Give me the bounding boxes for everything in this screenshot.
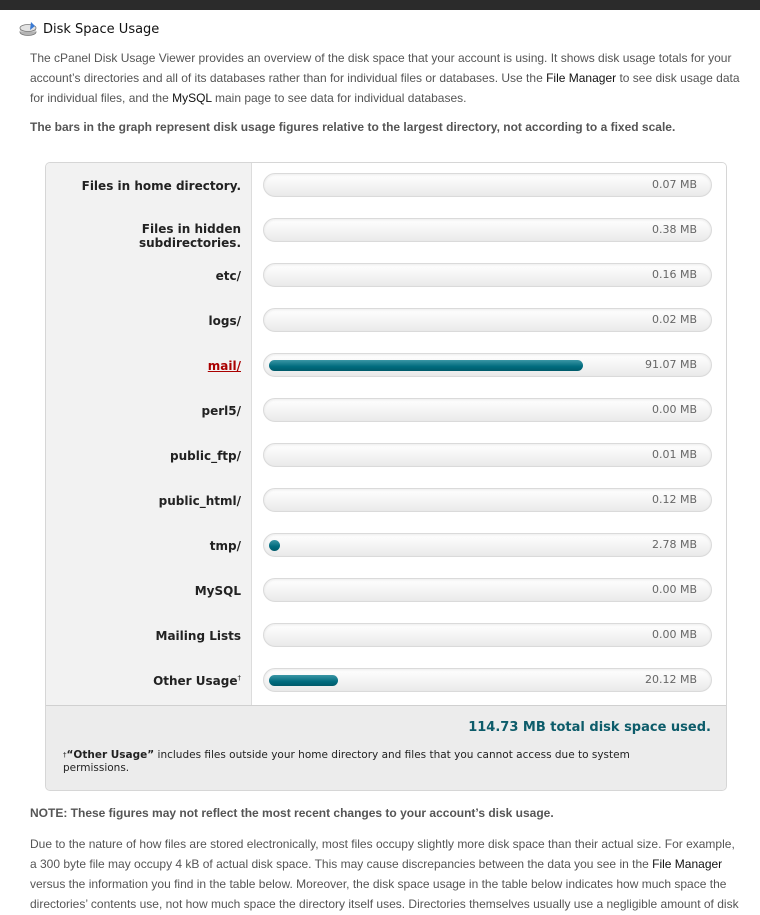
disk-usage-panel bbox=[45, 162, 727, 791]
usage-row-label bbox=[61, 179, 241, 193]
mysql-link[interactable]: MySQL bbox=[172, 91, 212, 105]
usage-value: 0.01 MB bbox=[651, 448, 697, 461]
usage-bar bbox=[263, 623, 712, 647]
usage-value: 0.00 MB bbox=[651, 628, 697, 641]
footnote-text: includes files outside your home directory and files that you cannot access due to system permissions. bbox=[63, 749, 630, 774]
usage-row-label[interactable] bbox=[61, 359, 241, 373]
usage-bar bbox=[263, 173, 712, 197]
page-header bbox=[18, 20, 159, 38]
usage-bar-fill bbox=[269, 675, 338, 686]
usage-row bbox=[46, 298, 726, 343]
usage-bar bbox=[263, 668, 712, 692]
usage-row bbox=[46, 433, 726, 478]
usage-value: 0.00 MB bbox=[651, 583, 697, 596]
usage-value: 0.02 MB bbox=[651, 313, 697, 326]
file-manager-link[interactable]: File Manager bbox=[652, 857, 723, 871]
intro-text: The cPanel Disk Usage Viewer provides an overview of the disk space that your account is using. It shows disk usage totals for your account’s directories and all of its databases rather than for individual files or databases. Use the bbox=[30, 51, 732, 85]
dagger-mark: † bbox=[237, 674, 241, 682]
file-manager-link[interactable]: File Manager bbox=[546, 71, 617, 85]
usage-row-label-text[interactable]: mail/ bbox=[207, 359, 241, 373]
usage-bar bbox=[263, 218, 712, 242]
intro-text: to see disk usage data for individual files, and the bbox=[30, 71, 740, 105]
usage-row-label-text: Files in hidden subdirectories. bbox=[139, 222, 241, 250]
usage-row-label bbox=[61, 314, 241, 328]
usage-value: 0.07 MB bbox=[651, 178, 697, 191]
intro-paragraph bbox=[30, 48, 742, 108]
explanation-text: Due to the nature of how files are stored electronically, most files occupy slightly more disk space than their actual size. For example, a 300 byte file may occupy 4 kB of actual disk space. This may cause discrepancies between the data you see in the bbox=[30, 837, 735, 871]
usage-value: 20.12 MB bbox=[644, 673, 697, 686]
usage-row-label-text: perl5/ bbox=[201, 404, 241, 418]
explanation-paragraph bbox=[30, 834, 742, 915]
usage-row-label bbox=[61, 494, 241, 508]
usage-row-label-text: tmp/ bbox=[209, 539, 241, 553]
usage-bar-fill bbox=[269, 540, 280, 551]
disk-usage-note: NOTE: These figures may not reflect the most recent changes to your account’s disk usage. bbox=[30, 806, 554, 820]
usage-value: 91.07 MB bbox=[644, 358, 697, 371]
disk-usage-icon bbox=[18, 21, 38, 37]
page-title: Disk Space Usage bbox=[43, 21, 160, 37]
bars-note: The bars in the graph represent disk usage figures relative to the largest directory, not according to a fixed scale. bbox=[30, 120, 676, 134]
usage-row bbox=[46, 343, 726, 388]
total-usage: 114.73 MB total disk space used. bbox=[468, 720, 711, 735]
usage-value: 0.12 MB bbox=[651, 493, 697, 506]
usage-row bbox=[46, 523, 726, 568]
usage-row-label bbox=[61, 629, 241, 643]
usage-row-label-text: Other Usage bbox=[153, 674, 238, 688]
footnote-term: “Other Usage” bbox=[66, 749, 155, 761]
usage-row-label bbox=[61, 584, 241, 598]
usage-bar-fill bbox=[269, 360, 583, 371]
usage-bar bbox=[263, 533, 712, 557]
other-usage-footnote bbox=[63, 749, 683, 775]
usage-value: 0.16 MB bbox=[651, 268, 697, 281]
usage-row bbox=[46, 208, 726, 253]
usage-row bbox=[46, 568, 726, 613]
usage-bar bbox=[263, 443, 712, 467]
usage-value: 2.78 MB bbox=[651, 538, 697, 551]
usage-row-label-text: MySQL bbox=[194, 584, 241, 598]
dagger-mark: † bbox=[63, 751, 67, 759]
usage-row-label bbox=[61, 449, 241, 463]
usage-row bbox=[46, 388, 726, 433]
usage-row-label bbox=[61, 269, 241, 283]
intro-text: main page to see data for individual databases. bbox=[211, 91, 467, 105]
usage-row-label-text: public_ftp/ bbox=[170, 449, 241, 463]
usage-row bbox=[46, 613, 726, 658]
usage-bar bbox=[263, 578, 712, 602]
usage-bar bbox=[263, 398, 712, 422]
usage-bar bbox=[263, 263, 712, 287]
usage-row-label-text: logs/ bbox=[208, 314, 241, 328]
usage-row bbox=[46, 163, 726, 208]
usage-summary bbox=[46, 705, 726, 791]
top-bar bbox=[0, 0, 760, 10]
usage-bar bbox=[263, 308, 712, 332]
usage-row-label-text: Mailing Lists bbox=[155, 629, 241, 643]
usage-row-label-text: Files in home directory. bbox=[81, 179, 241, 193]
usage-value: 0.38 MB bbox=[651, 223, 697, 236]
usage-row bbox=[46, 253, 726, 298]
explanation-text: versus the information you find in the table below. Moreover, the disk space usage in the table below indicates how much space the directories’ contents use, not how much space the directory itself uses. Directories themselves usually use a negligible amount of disk bbox=[30, 877, 739, 911]
usage-row-label bbox=[131, 222, 241, 250]
usage-row-label bbox=[61, 404, 241, 418]
usage-row bbox=[46, 658, 726, 703]
usage-bar bbox=[263, 488, 712, 512]
usage-bar bbox=[263, 353, 712, 377]
usage-value: 0.00 MB bbox=[651, 403, 697, 416]
usage-row-label bbox=[61, 539, 241, 553]
usage-row-label bbox=[61, 674, 241, 688]
usage-row bbox=[46, 478, 726, 523]
usage-row-label-text: etc/ bbox=[215, 269, 241, 283]
usage-row-label-text: public_html/ bbox=[158, 494, 241, 508]
